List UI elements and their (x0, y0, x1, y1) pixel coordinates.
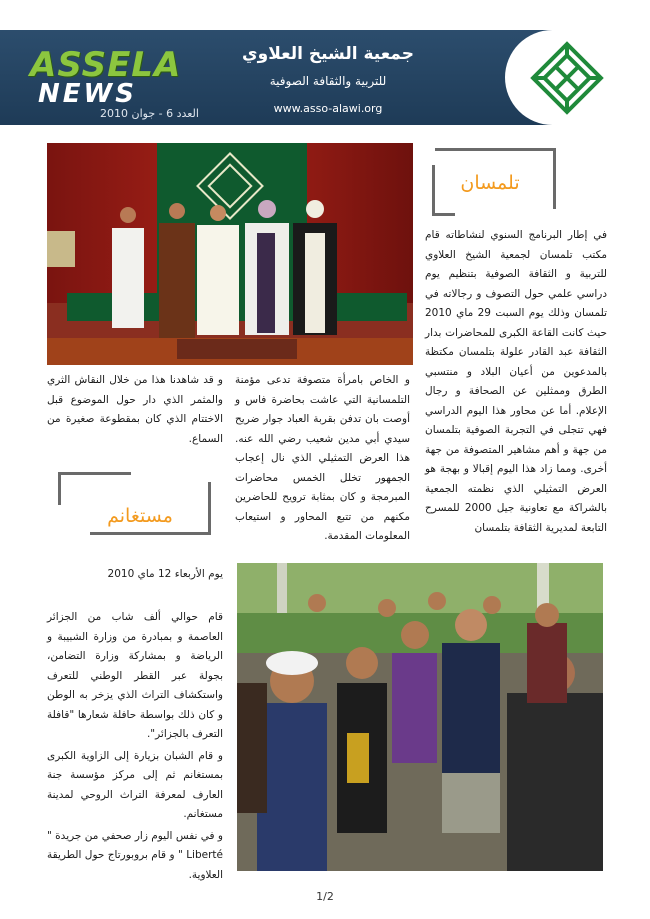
page-number: 1/2 (316, 890, 334, 903)
org-subtitle: للتربية والثقافة الصوفية (269, 74, 387, 88)
brand-bottom-text: NEWS (38, 79, 137, 109)
article-column-right: في إطار البرنامج السنوي لنشاطاته قام مكتب تلمسان لجمعية الشيخ العلاوي للتربية و الثقافة الصوفية بتنظيم يوم دراسي علمي حول التصوف و رجالاته في تلمسان وذلك يوم السبت 29 ماي 2010 حيث كانت القاعة الكبرى للمحاضرات بدار الثقافة عبد القادر علولة بتلمسان مكتظة بالمدعوين من أعيان البلاد و منتسبي الطرق وممثلين عن الصحافة و رجال الإعلام. أما عن محاور هذا اليوم الدراسي فهي تتجلى في التجربة الصوفية بتلمسان من جهة و أهم مشاهير المتصوفة من جهة أخرى. ومما زاد هذا اليوم إقبالا و بهجة هو العرض التمثيلي الذي نظمته الجمعية بالشراكة مع تعاونية جيل 2000 للمسرح التابعة لمديرية الثقافة بتلمسان (425, 229, 607, 534)
paragraph: و في نفس اليوم زار صحفي من جريدة " Liberté " و قام بروبورتاج حول الطريقة العلاوية. (47, 829, 223, 881)
article-column-middle: و الخاص بامرأة متصوفة تدعى مؤمنة التلمسانية التي عاشت بحاضرة فاس و أوصت بان تدفن بقربة العباد جوار ضريح سيدي أبي مدين شعيب رضي الله عنه. هذا العرض التمثيلي الذي نال إعجاب الجمهور تخلل الخمس محاضرات المبرمجة و كان بمثابة ترويح للحاضرين مكنهم من تتبع المحاور و استيعاب المعلومات المقدمة. (235, 374, 410, 542)
paragraph: و قام الشبان بزيارة إلى الزاوية الكبرى بمستغانم ثم إلى مركز مؤسسة جنة العارف لمعرفة التراث الروحي لمدينة مستغانم. (47, 749, 223, 820)
org-name: جمعية الشيخ العلاوي (242, 44, 414, 64)
event-date: يوم الأربعاء 12 ماي 2010 (107, 568, 223, 580)
brand-top-text: ASSELA (30, 45, 182, 85)
stage-performance-photo (47, 143, 413, 365)
paragraph: قام حوالي ألف شاب من الجزائر العاصمة و بمبادرة من وزارة الشبيبة و الرياضة و بمشاركة وزارة التضامن، بجولة عبر القطر الوطني للتعرف واستكشاف التراث الذي يزخر به الوطن و كان ذلك بواسطة حافلة شعارها "قافلة التعرف بالجزائر". (47, 611, 223, 740)
brand-logo (30, 45, 182, 109)
section-heading-mostaganem: مستغانم (107, 505, 173, 527)
heading-frame (58, 472, 131, 505)
org-logo (505, 30, 650, 125)
calligraphy-logo-icon (527, 38, 607, 118)
youth-caravan-photo (237, 563, 603, 871)
article-column-mostaganem (47, 608, 223, 887)
org-url[interactable]: www.asso-alawi.org (273, 102, 383, 115)
section-heading-tlemcen: تلمسان (460, 172, 520, 194)
issue-number: العدد 6 - جوان 2010 (100, 107, 199, 120)
article-column-left: و قد شاهدنا هذا من خلال النقاش الثري والمثمر الذي دار حول الموضوع قبل الاختتام الذي كان بمقطوعة صغيرة من السماع. (47, 374, 223, 445)
